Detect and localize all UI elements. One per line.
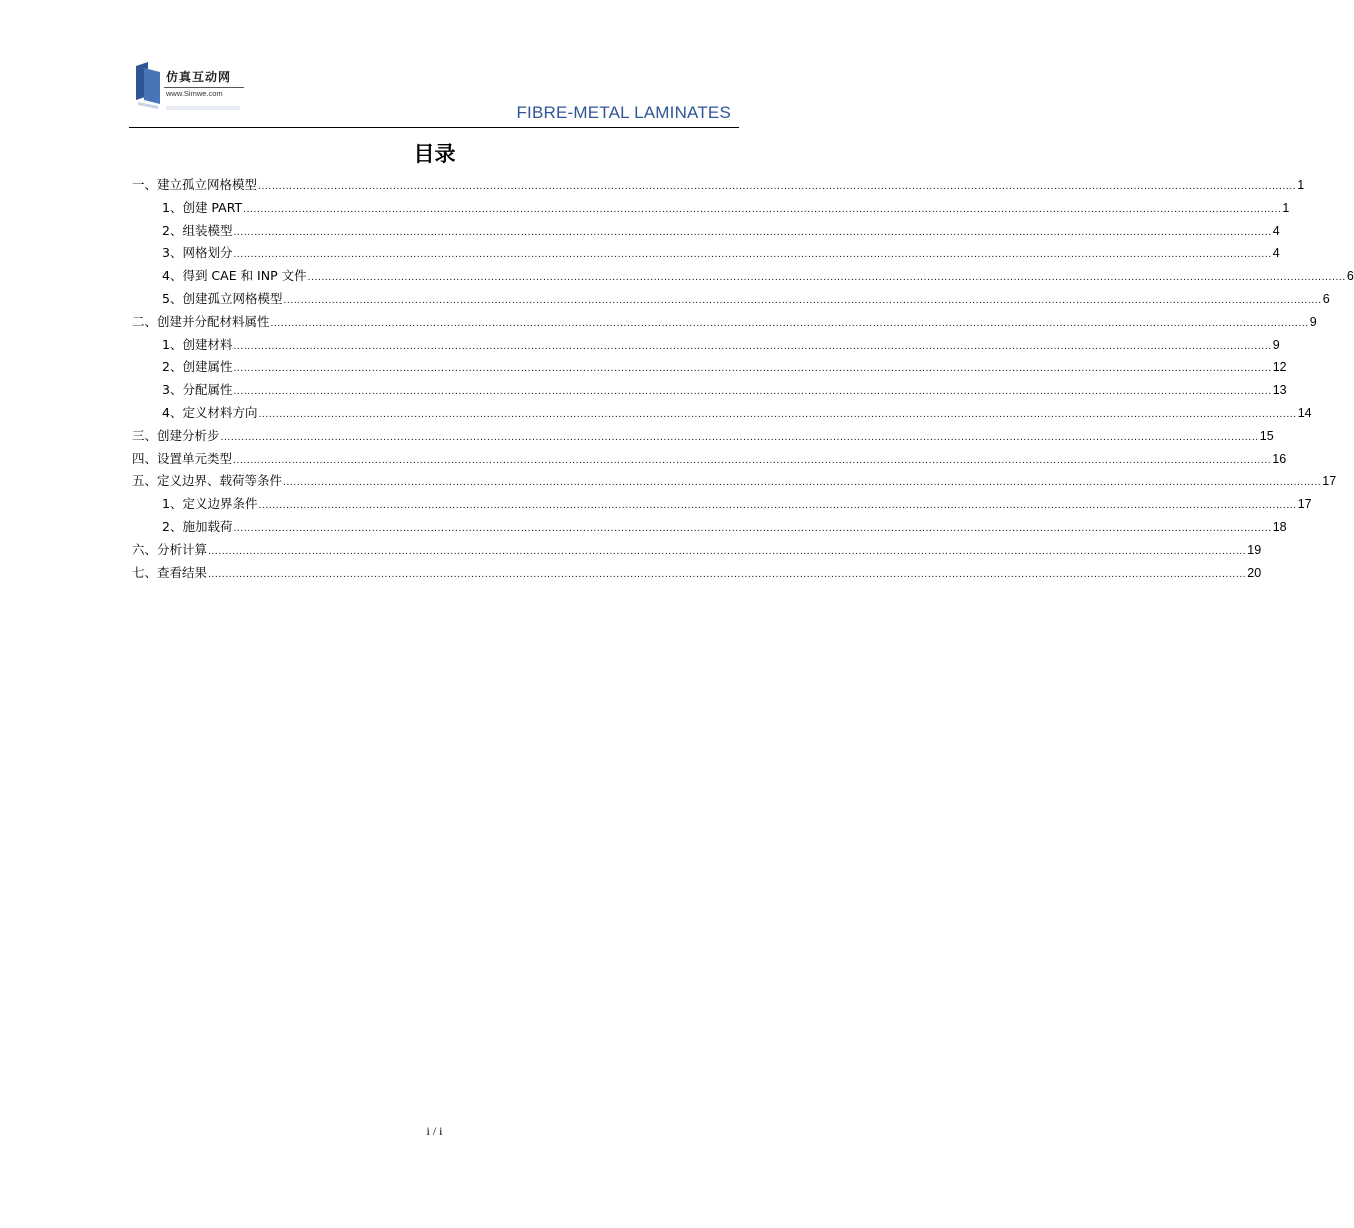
header-divider (129, 127, 739, 128)
toc-entry[interactable] (132, 563, 1262, 586)
toc-entry-page: 18 (1272, 519, 1287, 534)
site-logo (134, 62, 246, 114)
toc-dot-leader: ............................................................................................................................................................................................................................................................................................................ (233, 227, 1272, 238)
toc-entry-label: 二、创建并分配材料属性 (132, 313, 270, 329)
toc-dot-leader: ............................................................................................................................................................................................................................................................................................................ (233, 455, 1272, 466)
toc-dot-leader: ............................................................................................................................................................................................................................................................................................................ (270, 318, 1309, 329)
table-of-contents (132, 175, 1354, 585)
toc-entry-page: 4 (1272, 246, 1280, 261)
page-number: i / i (426, 1124, 443, 1138)
toc-entry[interactable] (132, 335, 1280, 358)
toc-entry[interactable] (132, 312, 1317, 335)
toc-entry[interactable] (132, 289, 1330, 312)
toc-entry[interactable] (132, 357, 1287, 380)
toc-dot-leader: ............................................................................................................................................................................................................................................................................................................ (233, 250, 1272, 261)
logo-title: 仿真互动网 (166, 70, 232, 84)
toc-entry-label: 2、组装模型 (162, 222, 233, 238)
toc-dot-leader: ............................................................................................................................................................................................................................................................................................................ (233, 523, 1272, 534)
toc-dot-leader: ............................................................................................................................................................................................................................................................................................................ (233, 387, 1272, 398)
toc-dot-leader: ............................................................................................................................................................................................................................................................................................................ (220, 432, 1259, 443)
toc-title: 目录 (413, 142, 456, 166)
toc-entry-label: 4、定义材料方向 (162, 404, 258, 420)
toc-dot-leader: ............................................................................................................................................................................................................................................................................................................ (208, 546, 1247, 557)
toc-dot-leader: ............................................................................................................................................................................................................................................................................................................ (258, 182, 1297, 192)
toc-entry-page: 6 (1322, 291, 1330, 306)
toc-dot-leader: ............................................................................................................................................................................................................................................................................................................ (233, 364, 1272, 375)
toc-dot-leader: ............................................................................................................................................................................................................................................................................................................ (258, 409, 1297, 420)
logo-divider (164, 87, 244, 88)
toc-entry-page: 1 (1282, 200, 1290, 215)
toc-dot-leader: ............................................................................................................................................................................................................................................................................................................ (283, 295, 1322, 306)
toc-entry-page: 17 (1297, 497, 1312, 512)
toc-entry-page: 17 (1322, 474, 1337, 489)
toc-entry-label: 四、设置单元类型 (132, 450, 233, 466)
toc-entry[interactable] (132, 494, 1312, 517)
toc-dot-leader: ............................................................................................................................................................................................................................................................................................................ (307, 273, 1346, 284)
toc-dot-leader: ............................................................................................................................................................................................................................................................................................................ (208, 569, 1247, 580)
toc-entry-page: 12 (1272, 360, 1287, 375)
toc-entry-label: 五、定义边界、载荷等条件 (132, 473, 283, 489)
toc-entry-label: 1、创建 PART (162, 199, 243, 215)
toc-entry-page: 16 (1272, 451, 1287, 466)
toc-entry-label: 一、建立孤立网格模型 (132, 177, 258, 192)
toc-entry[interactable] (132, 175, 1305, 198)
toc-dot-leader: ............................................................................................................................................................................................................................................................................................................ (283, 478, 1322, 489)
toc-entry-label: 六、分析计算 (132, 541, 208, 557)
logo-book-icon (134, 62, 162, 110)
toc-entry-page: 14 (1297, 405, 1312, 420)
toc-entry-page: 1 (1297, 178, 1305, 192)
toc-entry[interactable] (132, 198, 1290, 221)
toc-entry[interactable] (132, 540, 1262, 563)
toc-entry-label: 4、得到 CAE 和 INP 文件 (162, 268, 307, 284)
toc-dot-leader: ............................................................................................................................................................................................................................................................................................................ (243, 204, 1282, 215)
toc-entry-page: 9 (1272, 337, 1280, 352)
toc-entry-label: 3、网格划分 (162, 245, 233, 261)
toc-entry[interactable] (132, 403, 1312, 426)
toc-entry-page: 9 (1309, 314, 1317, 329)
toc-entry-page: 15 (1259, 428, 1274, 443)
toc-entry-page: 6 (1346, 269, 1354, 284)
document-header-title: FIBRE-METAL LAMINATES (516, 103, 731, 122)
logo-faded-subtitle (166, 106, 240, 110)
toc-entry-page: 20 (1247, 565, 1262, 580)
toc-entry-label: 1、定义边界条件 (162, 496, 258, 512)
toc-entry[interactable] (132, 449, 1287, 472)
toc-entry-label: 三、创建分析步 (132, 427, 220, 443)
toc-entry[interactable] (132, 243, 1280, 266)
toc-entry[interactable] (132, 266, 1354, 289)
toc-entry-label: 2、施加载荷 (162, 518, 233, 534)
toc-entry-page: 19 (1247, 542, 1262, 557)
toc-entry-label: 5、创建孤立网格模型 (162, 290, 283, 306)
toc-entry[interactable] (132, 221, 1280, 244)
toc-entry-label: 1、创建材料 (162, 336, 233, 352)
toc-entry-page: 4 (1272, 223, 1280, 238)
toc-entry-label: 3、分配属性 (162, 382, 233, 398)
toc-entry[interactable] (132, 471, 1337, 494)
toc-entry[interactable] (132, 380, 1287, 403)
toc-entry-page: 13 (1272, 383, 1287, 398)
toc-entry[interactable] (132, 426, 1274, 449)
toc-entry-label: 七、查看结果 (132, 564, 208, 580)
toc-dot-leader: ............................................................................................................................................................................................................................................................................................................ (233, 341, 1272, 352)
logo-url: www.Simwe.com (166, 89, 223, 98)
toc-entry-label: 2、创建属性 (162, 359, 233, 375)
toc-dot-leader: ............................................................................................................................................................................................................................................................................................................ (258, 501, 1297, 512)
toc-entry[interactable] (132, 517, 1287, 540)
